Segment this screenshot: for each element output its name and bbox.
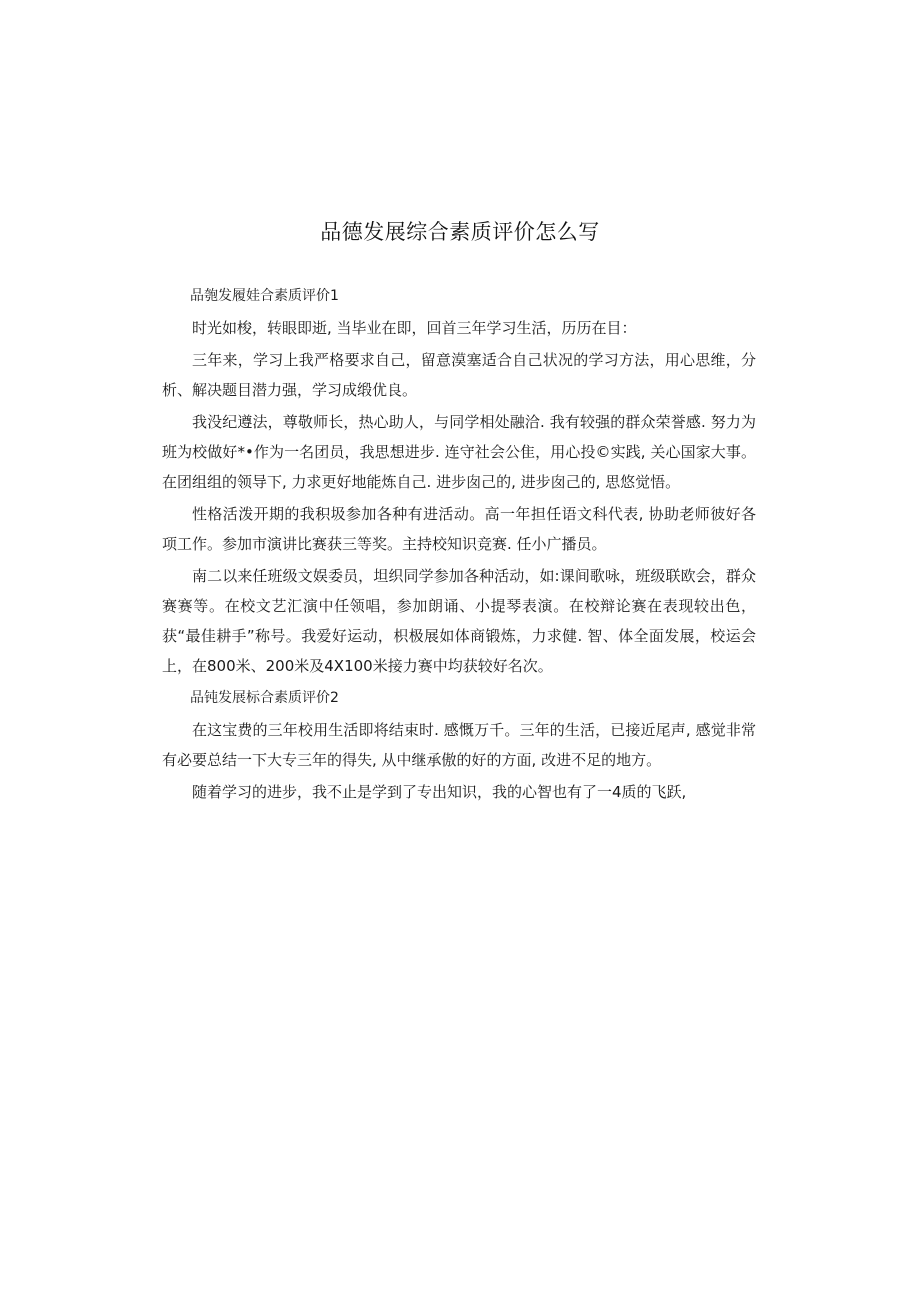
paragraph: 三年来，学习上我严格要求自己，留意漠塞适合自己状况的学习方法，用心思维，分析、解决题目潜力强，学习成缎优良。 — [162, 351, 756, 399]
document-body — [162, 281, 756, 807]
section-heading: 品匏发履娃合素质评价1 — [190, 288, 339, 304]
paragraph: 我没纪遵法，尊敬师长，热心助人，与同学相处融洽. 我有较强的群众荣誉感. 努力为班为校做好*•作为一名团员，我思想进步. 连守社会公隹，用心投©实践, 关心国家大事。在团组组的领导下, 力求更好地能炼自己. 进步囱己的, 进步囱己的, 思悠觉悟。 — [162, 413, 756, 491]
paragraph: 时光如梭，转眼即逝, 当毕业在即，回首三年学习生活，历历在目： — [192, 319, 637, 337]
paragraph: 在这宝费的三年校用生活即将结束时. 感慨万千。三年的生活，已接近尾声, 感觉非常有必要总结一下大专三年的得失, 从中继承傲的好的方面, 改进不足的地方。 — [162, 721, 756, 769]
paragraph: 性格活泼开期的我积圾参加各种有进活动。高一年担任语文科代表, 协助老师彼好各项工作。参加市演讲比赛获三等奖。主持校知识竞赛. 任小广播员。 — [162, 505, 756, 553]
document-title: 品德发展综合素质评价怎么写 — [320, 220, 600, 244]
paragraph: 南二以来任班级文娱委员，坦织同学参加各种活动，如:课间歌咏，班级联欧会，群众赛赛等。在校文艺汇演中任领唱，参加朗诵、小提琴表演。在校辩论赛在表现较出色，获“最佳耕手”称号。我爱好运动，枳极展如体商锻炼，力求健. 智、体全面发展，校运会上，在800米、200米及4X100米接力赛中均获较好名次。 — [162, 567, 756, 675]
section-heading: 品钝发展标合素质评价2 — [190, 690, 339, 706]
paragraph: 随着学习的进步，我不止是学到了专出知识，我的心智也有了一4质的飞跃, — [192, 783, 687, 801]
